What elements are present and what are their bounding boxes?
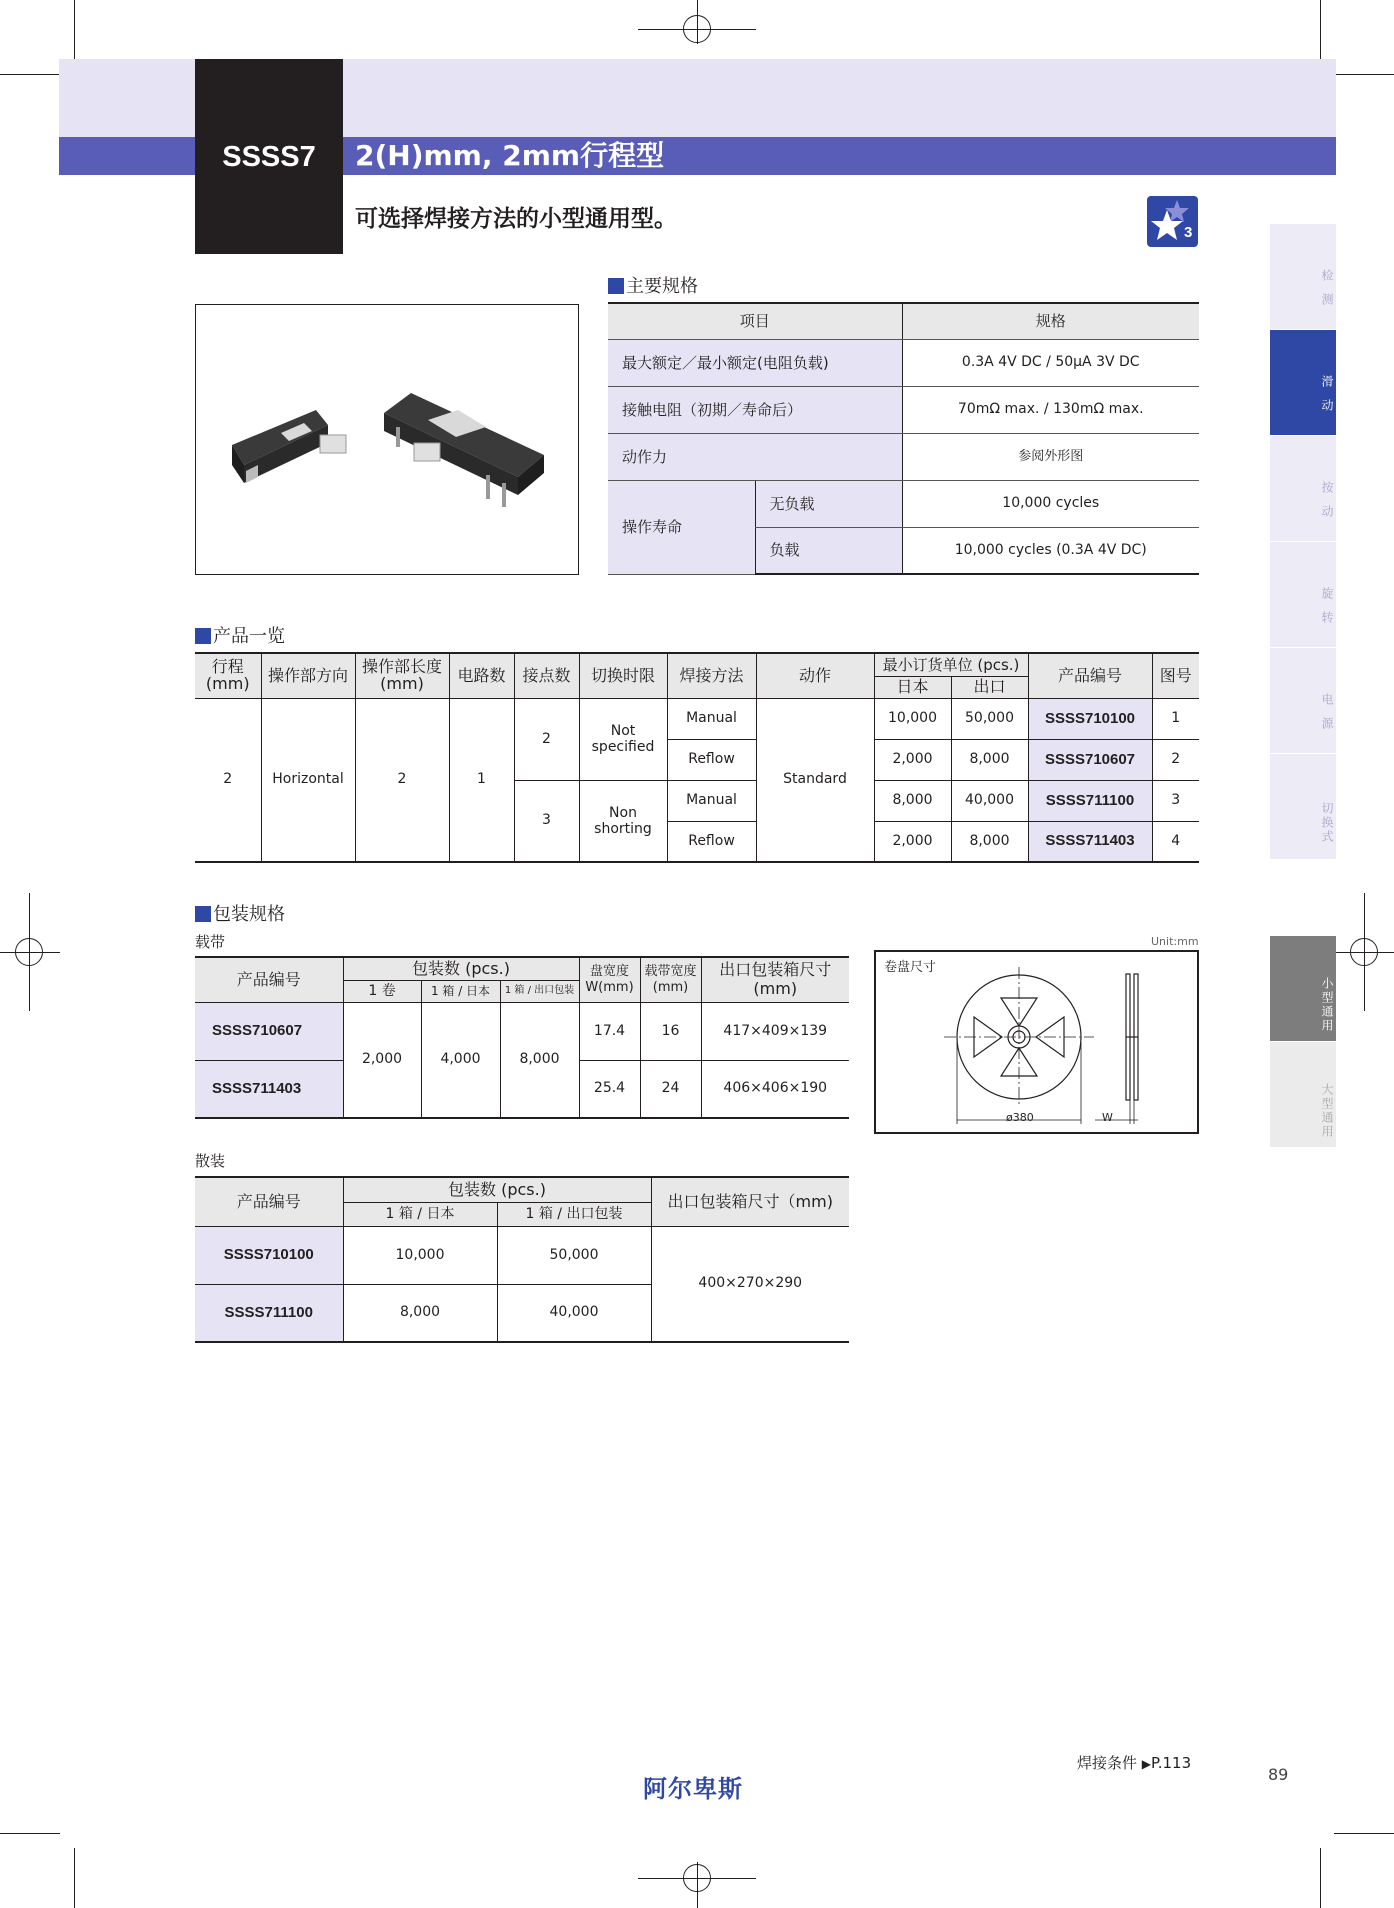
part-number: SSSS710607 <box>1028 739 1152 780</box>
part-number: SSSS711403 <box>195 1060 343 1118</box>
table-row: Reflow 2,000 8,000 SSSS710607 2 <box>195 739 1199 780</box>
bulk-label: 散装 <box>195 1152 226 1170</box>
page-title: 2(H)mm, 2mm行程型 <box>355 139 665 172</box>
table-row: 接触电阻（初期／寿命后） 70mΩ max. / 130mΩ max. <box>608 386 1199 433</box>
series-code: SSSS7 <box>222 141 316 173</box>
registration-mark <box>683 15 711 43</box>
part-number: SSSS711403 <box>1028 821 1152 862</box>
badge-number: 3 <box>1184 224 1193 241</box>
page-subtitle: 可选择焊接方法的小型通用型。 <box>355 206 677 232</box>
table-header-row: 产品编号 包装数 (pcs.) 盘宽度 W(mm) 载带宽度 (mm) 出口包装箱尺寸 (mm) <box>195 957 849 980</box>
table-header-row: 行程 (mm) 操作部方向 操作部长度 (mm) 电路数 接点数 切换时限 焊接方法 动作 最小订货单位 (pcs.) 产品编号 图号 <box>195 653 1199 676</box>
table-row: 操作寿命 无负载 10,000 cycles <box>608 480 1199 527</box>
part-number: SSSS710100 <box>1028 698 1152 739</box>
crop-mark <box>74 0 75 60</box>
side-tab-detection[interactable]: 检测 <box>1270 224 1336 329</box>
arrow-right-icon: ▶ <box>1141 1757 1152 1771</box>
products-table <box>195 652 1199 863</box>
table-row: 2 Horizontal 2 1 2 Not specified Manual Standard 10,000 50,000 SSSS710100 1 <box>195 698 1199 739</box>
table-header-row: 1 卷 1 箱 / 日本 1 箱 / 出口包装 <box>195 980 849 1002</box>
part-number: SSSS710100 <box>195 1226 343 1284</box>
product-photo <box>195 304 579 575</box>
section-marker-icon <box>195 906 211 922</box>
table-header-row: 产品编号 包装数 (pcs.) 出口包装箱尺寸（mm) <box>195 1177 849 1202</box>
crop-mark <box>1320 0 1321 60</box>
products-heading: 产品一览 <box>195 626 285 648</box>
bulk-packaging-table <box>195 1176 849 1343</box>
side-tab-small-general[interactable]: 小型通用 <box>1270 936 1336 1041</box>
side-tab-large-general[interactable]: 大型通用 <box>1270 1042 1336 1147</box>
table-row: SSSS710100 10,000 50,000 400×270×290 <box>195 1226 849 1284</box>
unit-label: Unit:mm <box>1151 935 1199 948</box>
section-marker-icon <box>608 278 624 294</box>
crop-mark <box>0 1833 60 1834</box>
side-tab-rotary[interactable]: 旋转 <box>1270 542 1336 647</box>
side-tab-toggle[interactable]: 切换式 <box>1270 754 1336 859</box>
table-row: 3 Non shorting Manual 8,000 40,000 SSSS711100 3 <box>195 780 1199 821</box>
switch-image-right <box>384 393 544 507</box>
side-tab-slide[interactable]: 滑动 <box>1270 330 1336 435</box>
crop-mark <box>0 74 60 75</box>
side-tab-power[interactable]: 电源 <box>1270 648 1336 753</box>
switch-image-left <box>232 410 346 483</box>
crop-mark <box>1320 1848 1321 1908</box>
table-header-row: 1 箱 / 日本 1 箱 / 出口包装 <box>195 1202 849 1226</box>
col-spec: 规格 <box>902 303 1199 339</box>
reel-title: 卷盘尺寸 <box>884 960 937 975</box>
reel-width-label: W <box>1102 1111 1113 1124</box>
packaging-heading: 包装规格 <box>195 904 285 926</box>
page-number: 89 <box>1268 1765 1289 1784</box>
reel-icon <box>876 952 1197 1132</box>
reel-dimension-drawing <box>874 950 1199 1134</box>
reel-diameter: ø380 <box>1006 1111 1034 1124</box>
side-tab-push[interactable]: 按动 <box>1270 436 1336 541</box>
table-row: 动作力 参阅外形图 <box>608 433 1199 480</box>
specs-table <box>608 302 1199 575</box>
specs-heading: 主要规格 <box>608 276 698 298</box>
crop-mark <box>74 1848 75 1908</box>
part-number: SSSS710607 <box>195 1002 343 1060</box>
crop-mark <box>1334 74 1394 75</box>
table-row: 负载 10,000 cycles (0.3A 4V DC) <box>608 527 1199 574</box>
registration-mark <box>1350 938 1378 966</box>
registration-mark <box>683 1864 711 1892</box>
part-number: SSSS711100 <box>1028 780 1152 821</box>
table-row: SSSS710607 2,000 4,000 8,000 17.4 16 417×409×139 <box>195 1002 849 1060</box>
part-number: SSSS711100 <box>195 1284 343 1342</box>
tape-packaging-table <box>195 956 849 1119</box>
table-row: SSSS711100 8,000 40,000 <box>195 1284 849 1342</box>
solder-conditions-link[interactable]: 焊接条件 ▶P.113 <box>1077 1754 1192 1772</box>
brand-logo: 阿尔卑斯 <box>643 1775 743 1803</box>
tape-label: 载带 <box>195 933 226 951</box>
table-row: 最大额定／最小额定(电阻负载) 0.3A 4V DC / 50μA 3V DC <box>608 339 1199 386</box>
star-rank-badge <box>1147 196 1198 247</box>
table-header-row <box>608 303 1199 339</box>
table-row: Reflow 2,000 8,000 SSSS711403 4 <box>195 821 1199 862</box>
section-marker-icon <box>195 628 211 644</box>
crop-mark <box>1334 1833 1394 1834</box>
registration-mark <box>15 938 43 966</box>
table-header-row: 日本 出口 <box>195 676 1199 698</box>
col-item: 项目 <box>608 303 902 339</box>
table-row: SSSS711403 25.4 24 406×406×190 <box>195 1060 849 1118</box>
